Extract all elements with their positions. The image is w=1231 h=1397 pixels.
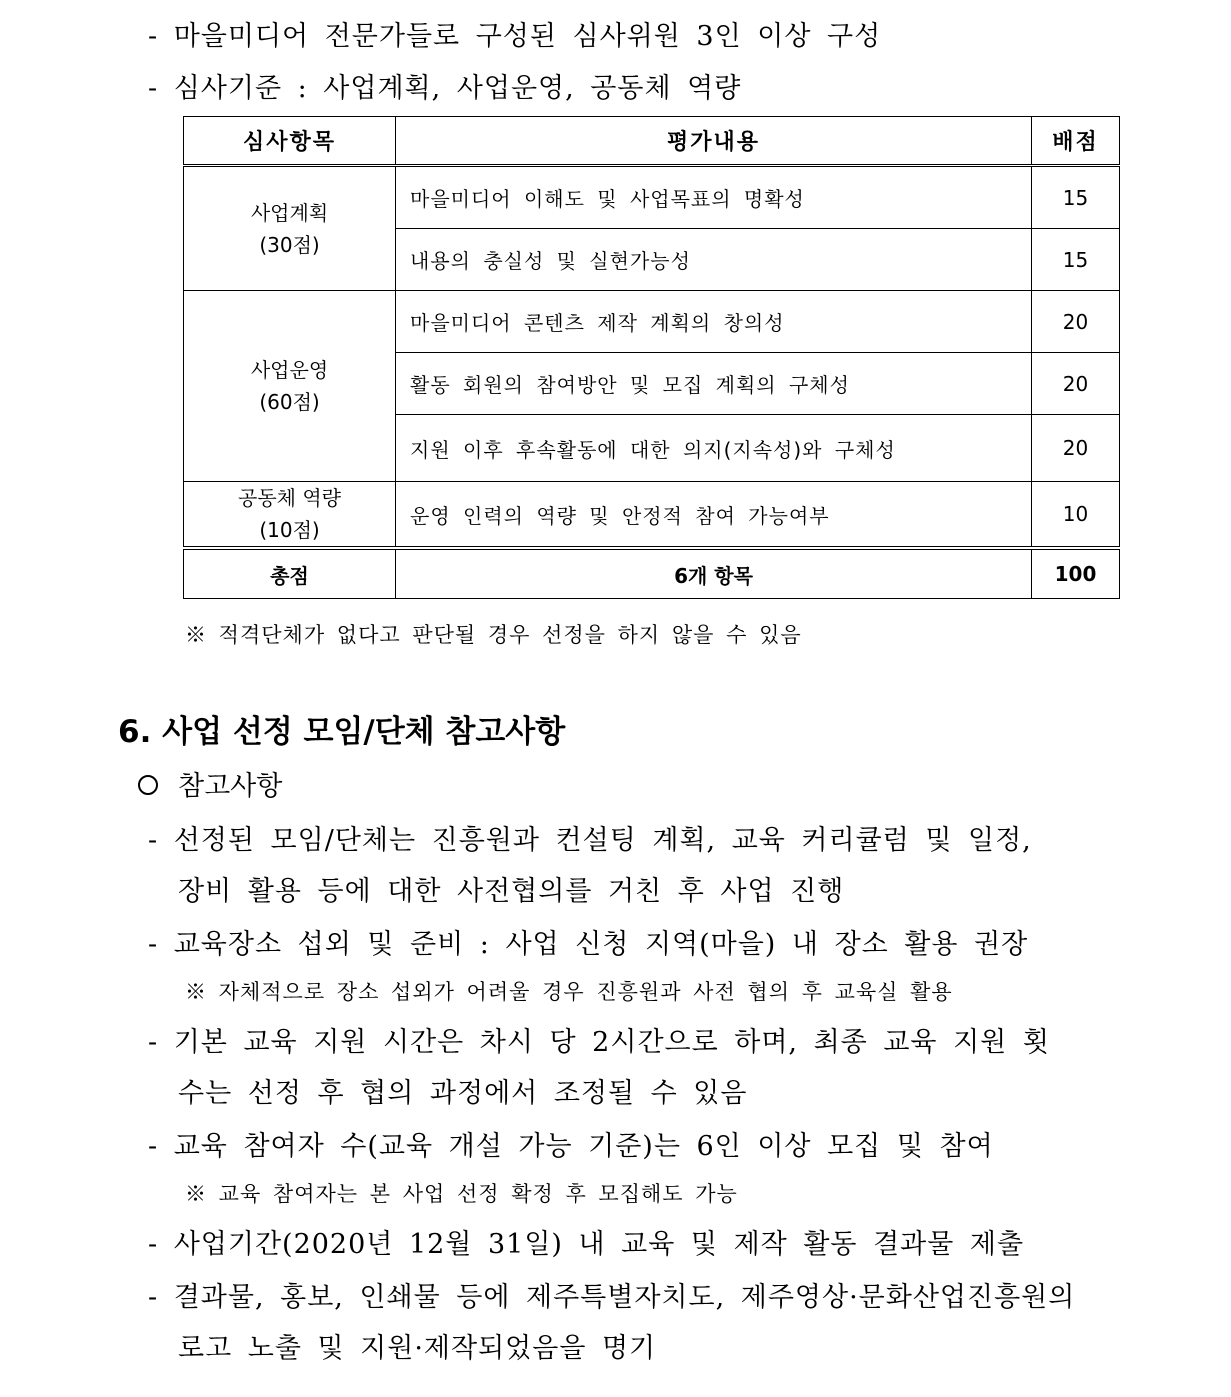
table-row <box>184 482 1120 549</box>
criterion-cell: 내용의 충실성 및 실현가능성 <box>396 229 1032 291</box>
circle-bullet-icon <box>138 775 158 795</box>
table-total-row <box>184 548 1120 599</box>
score-cell: 20 <box>1032 353 1120 415</box>
reference-line: 로고 노출 및 지원·제작되었음을 명기 <box>178 1333 657 1364</box>
category-name: 공동체 역량 <box>238 486 341 510</box>
total-score: 100 <box>1032 548 1120 599</box>
section-title: 6. 사업 선정 모임/단체 참고사항 <box>118 714 566 750</box>
reference-line: - 사업기간(2020년 12월 31일) 내 교육 및 제작 활동 결과물 제출 <box>148 1229 1025 1260</box>
category-name: 사업운영 <box>250 358 329 382</box>
criterion-cell: 활동 회원의 참여방안 및 모집 계획의 구체성 <box>396 353 1032 415</box>
table-note: ※ 적격단체가 없다고 판단될 경우 선정을 하지 않을 수 있음 <box>185 623 802 647</box>
total-label: 총점 <box>184 548 396 599</box>
header-score: 배점 <box>1032 117 1120 166</box>
category-name: 사업계획 <box>250 200 329 225</box>
criterion-cell: 지원 이후 후속활동에 대한 의지(지속성)와 구체성 <box>396 415 1032 482</box>
category-cell <box>184 482 396 549</box>
reference-note: ※ 자체적으로 장소 섭외가 어려울 경우 진흥원과 사전 협의 후 교육실 활용 <box>185 980 953 1004</box>
header-category: 심사항목 <box>184 117 396 166</box>
reference-line: 수는 선정 후 협의 과정에서 조정될 수 있음 <box>178 1078 748 1109</box>
category-points: (10점) <box>259 518 320 542</box>
score-cell: 20 <box>1032 415 1120 482</box>
section-subtitle <box>138 764 282 803</box>
intro-line-judges: - 마을미디어 전문가들로 구성된 심사위원 3인 이상 구성 <box>148 21 882 52</box>
score-cell: 15 <box>1032 166 1120 229</box>
reference-line: - 교육장소 섭외 및 준비 : 사업 신청 지역(마을) 내 장소 활용 권장 <box>148 929 1029 960</box>
intro-line-criteria: - 심사기준 : 사업계획, 사업운영, 공동체 역량 <box>148 73 742 104</box>
category-points: (60점) <box>259 390 320 414</box>
reference-line: - 기본 교육 지원 시간은 차시 당 2시간으로 하며, 최종 교육 지원 횟 <box>148 1027 1050 1058</box>
criterion-cell: 운영 인력의 역량 및 안정적 참여 가능여부 <box>396 482 1032 549</box>
reference-note: ※ 교육 참여자는 본 사업 선정 확정 후 모집해도 가능 <box>185 1182 738 1206</box>
subtitle-text: 참고사항 <box>178 771 283 802</box>
score-cell: 20 <box>1032 291 1120 353</box>
table-header-row <box>184 117 1120 166</box>
criterion-cell: 마을미디어 콘텐츠 제작 계획의 창의성 <box>396 291 1032 353</box>
header-criterion: 평가내용 <box>396 117 1032 166</box>
evaluation-criteria-table <box>183 116 1120 599</box>
category-points: (30점) <box>259 232 320 257</box>
reference-line: - 결과물, 홍보, 인쇄물 등에 제주특별자치도, 제주영상·문화산업진흥원의 <box>148 1282 1076 1313</box>
category-cell <box>184 166 396 291</box>
category-cell <box>184 291 396 482</box>
reference-line: - 선정된 모임/단체는 진흥원과 컨설팅 계획, 교육 커리큘럼 및 일정, <box>148 825 1032 856</box>
table-row <box>184 291 1120 353</box>
criterion-cell: 마을미디어 이해도 및 사업목표의 명확성 <box>396 166 1032 229</box>
score-cell: 10 <box>1032 482 1120 549</box>
score-cell: 15 <box>1032 229 1120 291</box>
reference-line: 장비 활용 등에 대한 사전협의를 거친 후 사업 진행 <box>178 876 845 907</box>
reference-line: - 교육 참여자 수(교육 개설 가능 기준)는 6인 이상 모집 및 참여 <box>148 1131 994 1162</box>
total-items: 6개 항목 <box>396 548 1032 599</box>
table-row <box>184 166 1120 229</box>
